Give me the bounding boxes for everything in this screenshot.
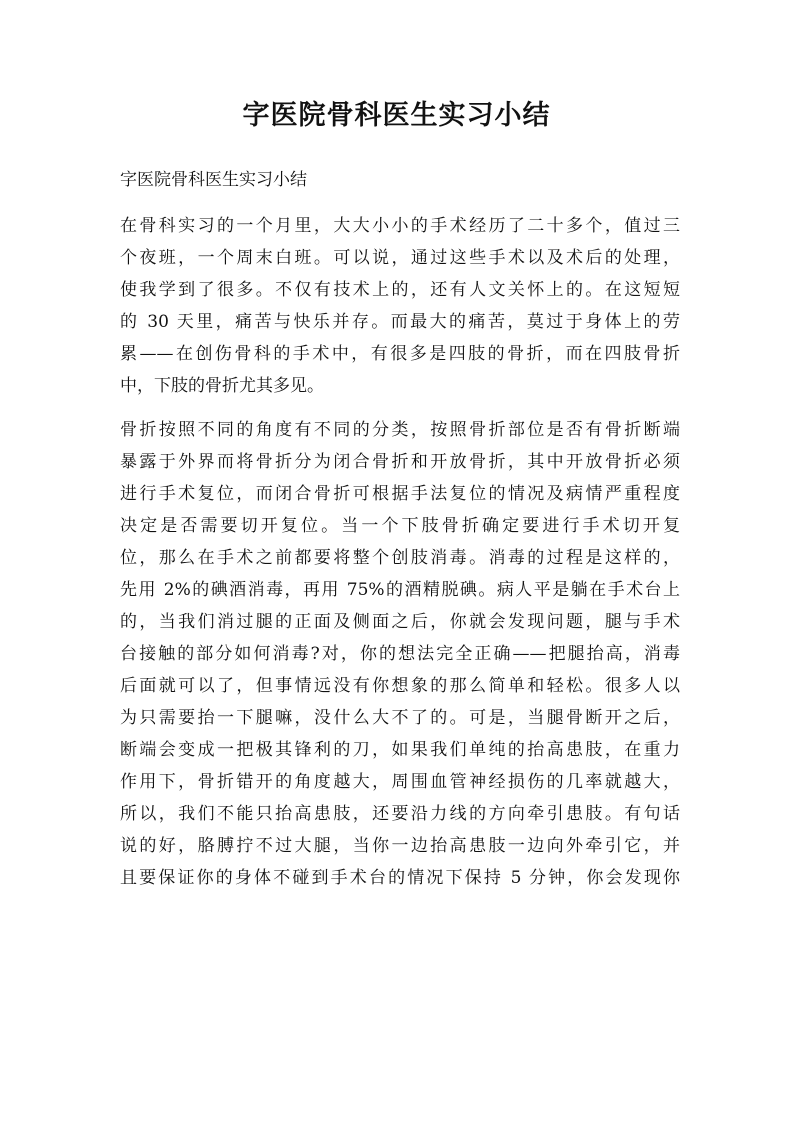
text-line: 中，下肢的骨折尤其多见。 — [120, 376, 324, 396]
text-line: 先用 2%的碘酒消毒，再用 75%的酒精脱碘。病人平是躺在手术台上 — [120, 580, 680, 600]
text-line: 台接触的部分如何消毒?对，你的想法完全正确——把腿抬高，消毒 — [120, 644, 680, 664]
text-line: 说的好，胳膊拧不过大腿，当你一边抬高患肢一边向外牵引它，并 — [120, 836, 680, 856]
text-line: 作用下，骨折错开的角度越大，周围血管神经损伤的几率就越大， — [120, 772, 680, 792]
text-line: 断端会变成一把极其锋利的刀，如果我们单纯的抬高患肢，在重力 — [120, 740, 680, 760]
document-subtitle: 字医院骨科医生实习小结 — [120, 170, 307, 190]
text-line: 进行手术复位，而闭合骨折可根据手法复位的情况及病情严重程度 — [120, 484, 680, 504]
text-line: 骨折按照不同的角度有不同的分类，按照骨折部位是否有骨折断端 — [120, 420, 680, 440]
text-line: 的 30 天里，痛苦与快乐并存。而最大的痛苦，莫过于身体上的劳 — [120, 312, 680, 332]
text-line: 个夜班，一个周末白班。可以说，通过这些手术以及术后的处理， — [120, 248, 680, 268]
text-line: 暴露于外界而将骨折分为闭合骨折和开放骨折，其中开放骨折必须 — [120, 452, 680, 472]
document-title: 字医院骨科医生实习小结 — [242, 100, 551, 131]
paragraph-1 — [120, 210, 680, 402]
text-line: 决定是否需要切开复位。当一个下肢骨折确定要进行手术切开复 — [120, 516, 680, 536]
text-line: 位，那么在手术之前都要将整个创肢消毒。消毒的过程是这样的， — [120, 548, 680, 568]
text-line: 累——在创伤骨科的手术中，有很多是四肢的骨折，而在四肢骨折 — [120, 344, 680, 364]
text-line: 在骨科实习的一个月里，大大小小的手术经历了二十多个，值过三 — [120, 216, 680, 236]
text-line: 使我学到了很多。不仅有技术上的，还有人文关怀上的。在这短短 — [120, 280, 680, 300]
text-line: 所以，我们不能只抬高患肢，还要沿力线的方向牵引患肢。有句话 — [120, 804, 680, 824]
text-line: 后面就可以了，但事情远没有你想象的那么简单和轻松。很多人以 — [120, 676, 680, 696]
text-line: 且要保证你的身体不碰到手术台的情况下保持 5 分钟，你会发现你 — [120, 868, 680, 888]
text-line: 的，当我们消过腿的正面及侧面之后，你就会发现问题，腿与手术 — [120, 612, 680, 632]
text-line: 为只需要抬一下腿嘛，没什么大不了的。可是，当腿骨断开之后， — [120, 708, 680, 728]
paragraph-2 — [120, 414, 680, 894]
